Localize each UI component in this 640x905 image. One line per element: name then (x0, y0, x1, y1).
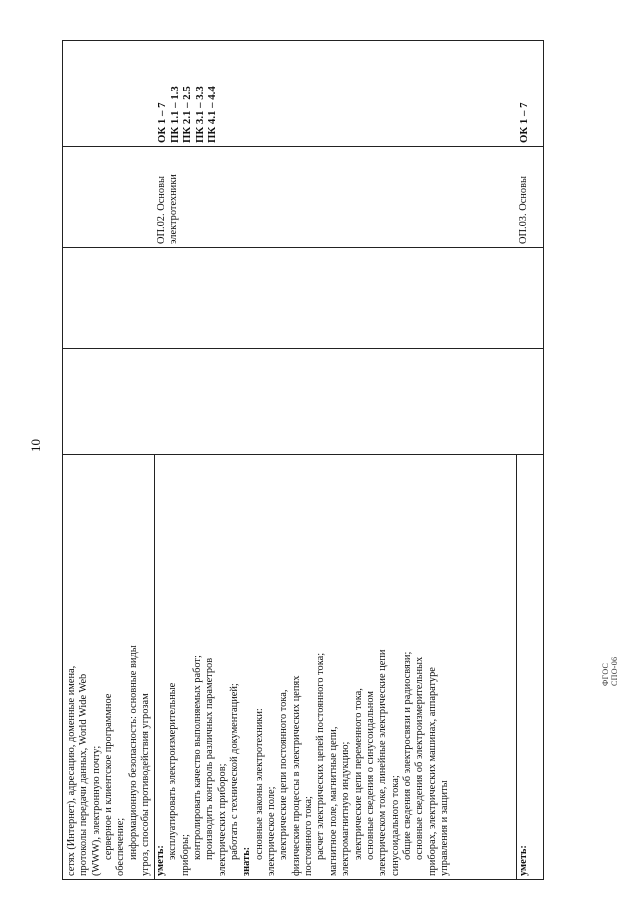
row2-discipline: ОП.02. Основы электротехники (156, 174, 180, 244)
text-line: электрических приборов; (216, 763, 228, 876)
row2-competency-codes (156, 43, 219, 143)
text-line: работать с технической документацией; (229, 683, 241, 860)
text-line: электрические цепи постоянного тока, (278, 689, 290, 860)
text-line: основные сведения о синусоидальном (364, 691, 376, 860)
page-number: 10 (28, 439, 43, 452)
umet-label: уметь: (518, 845, 529, 876)
text-line: серверное и клиентское программное (103, 693, 115, 860)
rotated-page (62, 40, 542, 880)
row3-competency-codes (518, 43, 531, 143)
column-divider-3 (63, 247, 543, 248)
znat-label: знать: (241, 846, 253, 876)
row1-description (66, 458, 152, 876)
column-divider-4 (63, 146, 543, 147)
text-line: электрическое поле; (266, 786, 278, 876)
row-divider-2 (516, 455, 517, 880)
text-line: физические процессы в электрических цепях (290, 675, 302, 876)
text-line: приборах, электрических машинах, аппаратуре (426, 667, 438, 876)
text-line: магнитное поле, магнитные цепи, (327, 726, 339, 876)
table-border-left (63, 879, 543, 880)
text-line: электрические цепи переменного тока, (352, 688, 364, 860)
row3-discipline: ОП.03. Основы (518, 176, 529, 244)
text-line: приборы; (179, 834, 191, 876)
competency-code: ПК 2.1 – 2.5 (181, 86, 194, 143)
text-line: синусоидального тока; (389, 775, 401, 876)
text-line: управления и защиты (438, 780, 450, 876)
competency-code: ПК 1.1 – 1.3 (168, 86, 181, 143)
competency-code: ОК 1 – 7 (156, 102, 168, 143)
umet-label: уметь: (155, 845, 166, 876)
text-line: протоколы передачи данных, World Wide Web (78, 673, 90, 876)
column-divider-1 (63, 454, 543, 455)
table-border-right (63, 40, 543, 41)
competency-code: ПК 3.1 – 3.3 (193, 86, 206, 143)
text-line: постоянного тока; (303, 796, 315, 876)
text-line: обеспечение; (115, 817, 127, 876)
text-line: общие сведения об электросвязи и радиосвязи; (401, 651, 413, 860)
footer-code: ФГОС СПО-06 (601, 656, 619, 686)
text-line: производить контроль различных параметров (204, 657, 216, 860)
text-line: контролировать качество выполняемых работ; (192, 655, 204, 860)
text-line: электрическом токе, линейные электрические цепи (377, 649, 389, 876)
competency-code: ПК 4.1 – 4.4 (206, 86, 219, 143)
row3-description (518, 458, 530, 876)
text-line: электромагнитную индукцию; (340, 741, 352, 876)
competency-code: ОК 1 – 7 (518, 102, 530, 143)
row2-description (155, 458, 451, 876)
text-line: угроз, способы противодействия угрозам (140, 693, 152, 876)
column-divider-2 (63, 348, 543, 349)
text-line: основные сведения об электроизмерительных (414, 656, 426, 860)
text-line: информационную безопасность: основные виды (127, 645, 139, 860)
text-line: сетях (Интернет), адресацию, доменные имена, (66, 665, 77, 876)
competency-table (62, 40, 544, 880)
text-line: основные законы электротехники: (253, 708, 265, 860)
text-line: расчет электрических цепей постоянного тока; (315, 652, 327, 860)
text-line: эксплуатировать электроизмерительные (167, 682, 179, 860)
text-line: (WWW), электронную почту; (90, 745, 102, 876)
